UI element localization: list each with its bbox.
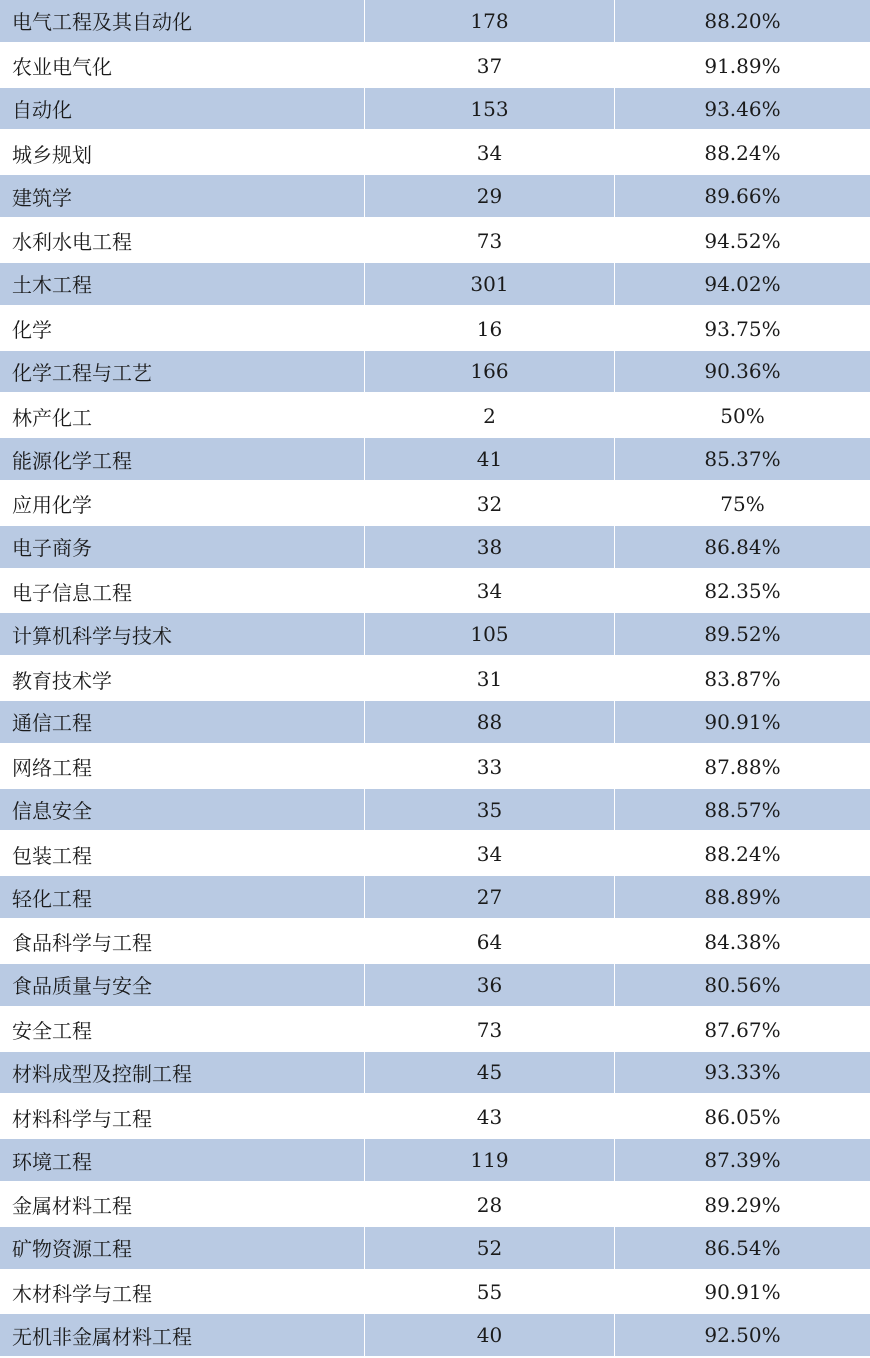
major-name-cell: 网络工程 <box>12 756 92 781</box>
table-row <box>0 1008 870 1052</box>
table-row <box>0 175 870 219</box>
major-name-cell: 环境工程 <box>12 1149 92 1174</box>
table-row <box>0 1271 870 1315</box>
table-row <box>0 789 870 833</box>
table-row <box>0 1227 870 1271</box>
graduate-count-cell: 36 <box>364 964 614 1006</box>
graduate-count-cell: 37 <box>476 53 503 78</box>
employment-rate-cell: 87.88% <box>704 754 781 779</box>
employment-rate-cell: 85.37% <box>614 438 870 480</box>
graduate-count-cell: 32 <box>476 491 503 516</box>
graduate-count-cell: 73 <box>476 1017 503 1042</box>
table-row <box>0 613 870 657</box>
major-name-cell: 计算机科学与技术 <box>12 623 172 648</box>
graduate-count-cell: 119 <box>364 1139 614 1181</box>
graduate-count-cell: 34 <box>476 579 503 604</box>
major-name-cell: 农业电气化 <box>12 55 112 80</box>
graduate-count-cell: 55 <box>476 1280 503 1305</box>
employment-rate-cell: 82.35% <box>704 579 781 604</box>
employment-rate-cell: 50% <box>720 404 765 429</box>
major-name-cell: 材料成型及控制工程 <box>12 1061 192 1086</box>
major-name-cell: 建筑学 <box>12 185 72 210</box>
employment-rate-cell: 94.52% <box>704 228 781 253</box>
major-name-cell: 化学工程与工艺 <box>12 360 152 385</box>
table-row <box>0 219 870 263</box>
major-name-cell: 土木工程 <box>12 273 92 298</box>
graduate-count-cell: 34 <box>476 141 503 166</box>
table-row <box>0 701 870 745</box>
employment-rate-cell: 90.91% <box>614 701 870 743</box>
table-row <box>0 657 870 701</box>
table-row <box>0 964 870 1008</box>
major-name-cell: 轻化工程 <box>12 886 92 911</box>
table-row <box>0 920 870 964</box>
major-name-cell: 能源化学工程 <box>12 448 132 473</box>
major-name-cell: 电气工程及其自动化 <box>12 10 192 35</box>
graduate-count-cell: 153 <box>364 88 614 130</box>
major-name-cell: 自动化 <box>12 98 72 123</box>
graduate-count-cell: 52 <box>364 1227 614 1269</box>
employment-rate-cell: 75% <box>720 491 765 516</box>
major-name-cell: 食品科学与工程 <box>12 931 152 956</box>
employment-rate-cell: 91.89% <box>704 53 781 78</box>
employment-rate-cell: 93.46% <box>614 88 870 130</box>
graduate-count-cell: 31 <box>476 667 503 692</box>
major-name-cell: 教育技术学 <box>12 668 112 693</box>
employment-rate-cell: 93.75% <box>704 316 781 341</box>
table-row <box>0 1052 870 1096</box>
table-row <box>0 131 870 175</box>
major-name-cell: 信息安全 <box>12 799 92 824</box>
table-row <box>0 526 870 570</box>
major-name-cell: 化学 <box>12 318 52 343</box>
graduate-count-cell: 33 <box>476 754 503 779</box>
employment-rate-cell: 89.52% <box>614 613 870 655</box>
table-row <box>0 876 870 920</box>
graduate-count-cell: 2 <box>483 404 496 429</box>
table-row <box>0 0 870 44</box>
graduate-count-cell: 38 <box>364 526 614 568</box>
table-row <box>0 1183 870 1227</box>
table-row <box>0 745 870 789</box>
major-name-cell: 林产化工 <box>12 405 92 430</box>
table-row <box>0 263 870 307</box>
employment-rate-cell: 94.02% <box>614 263 870 305</box>
graduate-count-cell: 40 <box>364 1314 614 1356</box>
major-name-cell: 水利水电工程 <box>12 230 132 255</box>
graduate-count-cell: 178 <box>364 0 614 42</box>
employment-rate-cell: 88.20% <box>614 0 870 42</box>
employment-rate-cell: 80.56% <box>614 964 870 1006</box>
major-name-cell: 材料科学与工程 <box>12 1106 152 1131</box>
graduate-count-cell: 16 <box>476 316 503 341</box>
graduate-count-cell: 88 <box>364 701 614 743</box>
major-name-cell: 应用化学 <box>12 493 92 518</box>
graduate-count-cell: 64 <box>476 929 503 954</box>
graduate-count-cell: 43 <box>476 1105 503 1130</box>
employment-rate-cell: 92.50% <box>614 1314 870 1356</box>
graduate-count-cell: 35 <box>364 789 614 831</box>
employment-rate-cell: 88.24% <box>704 141 781 166</box>
employment-rate-cell: 89.29% <box>704 1192 781 1217</box>
major-name-cell: 电子商务 <box>12 536 92 561</box>
employment-rate-cell: 83.87% <box>704 667 781 692</box>
graduate-count-cell: 34 <box>476 842 503 867</box>
table-row <box>0 832 870 876</box>
employment-rate-cell: 86.54% <box>614 1227 870 1269</box>
table-row <box>0 44 870 88</box>
table-row <box>0 570 870 614</box>
table-row <box>0 394 870 438</box>
graduate-count-cell: 27 <box>364 876 614 918</box>
table-row <box>0 482 870 526</box>
major-name-cell: 安全工程 <box>12 1019 92 1044</box>
employment-rate-cell: 87.39% <box>614 1139 870 1181</box>
graduate-count-cell: 41 <box>364 438 614 480</box>
graduate-count-cell: 45 <box>364 1052 614 1094</box>
major-name-cell: 木材科学与工程 <box>12 1281 152 1306</box>
employment-rate-cell: 84.38% <box>704 929 781 954</box>
table-row <box>0 351 870 395</box>
employment-rate-cell: 93.33% <box>614 1052 870 1094</box>
table-row <box>0 438 870 482</box>
graduate-count-cell: 29 <box>364 175 614 217</box>
major-name-cell: 矿物资源工程 <box>12 1237 132 1262</box>
major-name-cell: 无机非金属材料工程 <box>12 1324 192 1349</box>
table-row <box>0 1095 870 1139</box>
employment-rate-cell: 86.84% <box>614 526 870 568</box>
major-name-cell: 城乡规划 <box>12 142 92 167</box>
graduate-count-cell: 301 <box>364 263 614 305</box>
major-name-cell: 通信工程 <box>12 711 92 736</box>
major-name-cell: 电子信息工程 <box>12 580 132 605</box>
employment-rate-cell: 90.36% <box>614 351 870 393</box>
graduate-count-cell: 28 <box>476 1192 503 1217</box>
graduate-count-cell: 73 <box>476 228 503 253</box>
table-row <box>0 307 870 351</box>
graduate-count-cell: 166 <box>364 351 614 393</box>
table-row <box>0 1139 870 1183</box>
table-row <box>0 88 870 132</box>
employment-rate-cell: 90.91% <box>704 1280 781 1305</box>
employment-rate-cell: 88.89% <box>614 876 870 918</box>
employment-rate-cell: 87.67% <box>704 1017 781 1042</box>
employment-rate-cell: 86.05% <box>704 1105 781 1130</box>
major-name-cell: 包装工程 <box>12 843 92 868</box>
employment-rate-cell: 89.66% <box>614 175 870 217</box>
major-name-cell: 金属材料工程 <box>12 1194 132 1219</box>
employment-rate-cell: 88.24% <box>704 842 781 867</box>
major-name-cell: 食品质量与安全 <box>12 974 152 999</box>
table-row <box>0 1314 870 1358</box>
graduate-count-cell: 105 <box>364 613 614 655</box>
employment-rate-cell: 88.57% <box>614 789 870 831</box>
